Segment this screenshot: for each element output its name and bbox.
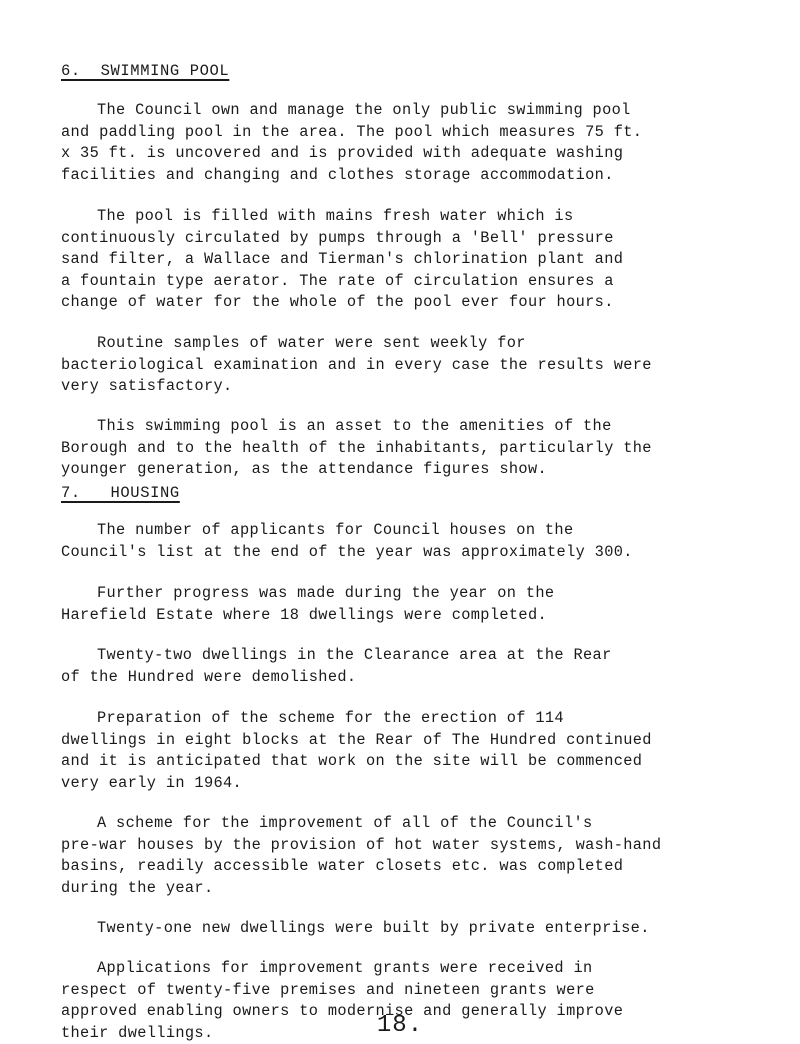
- text-line: their dwellings.: [61, 1023, 761, 1044]
- text-line: Further progress was made during the year on the: [61, 583, 761, 605]
- text-line: a fountain type aerator. The rate of circulation ensures a: [61, 271, 761, 293]
- section-heading-housing: 7. HOUSING: [61, 484, 180, 502]
- text-line: The number of applicants for Council houses on the: [61, 520, 761, 542]
- text-line: This swimming pool is an asset to the amenities of the: [61, 416, 761, 438]
- text-line: x 35 ft. is uncovered and is provided with adequate washing: [61, 143, 761, 165]
- paragraph-applicants: [61, 520, 761, 563]
- text-line: very satisfactory.: [61, 376, 761, 398]
- text-line: dwellings in eight blocks at the Rear of The Hundred continued: [61, 730, 761, 752]
- text-line: bacteriological examination and in every case the results were: [61, 355, 761, 377]
- paragraph-clearance-area: [61, 645, 761, 688]
- text-line: A scheme for the improvement of all of the Council's: [61, 813, 761, 835]
- text-line: Council's list at the end of the year was approximately 300.: [61, 542, 761, 564]
- text-line: Preparation of the scheme for the erection of 114: [61, 708, 761, 730]
- paragraph-pool-asset: [61, 416, 761, 481]
- text-line: pre-war houses by the provision of hot water systems, wash-hand: [61, 835, 761, 857]
- paragraph-scheme-114-dwellings: [61, 708, 761, 794]
- paragraph-improvement-scheme: [61, 813, 761, 899]
- text-line: and it is anticipated that work on the site will be commenced: [61, 751, 761, 773]
- text-line: Twenty-two dwellings in the Clearance area at the Rear: [61, 645, 761, 667]
- paragraph-pool-water: [61, 206, 761, 314]
- paragraph-harefield-estate: [61, 583, 761, 626]
- text-line: Routine samples of water were sent weekly for: [61, 333, 761, 355]
- text-line: approved enabling owners to modernise and generally improve: [61, 1001, 761, 1023]
- text-line: basins, readily accessible water closets etc. was completed: [61, 856, 761, 878]
- text-line: respect of twenty-five premises and nineteen grants were: [61, 980, 761, 1002]
- text-line: Applications for improvement grants were received in: [61, 958, 761, 980]
- text-line: continuously circulated by pumps through a 'Bell' pressure: [61, 228, 761, 250]
- paragraph-private-enterprise: [61, 918, 761, 940]
- text-line: Harefield Estate where 18 dwellings were completed.: [61, 605, 761, 627]
- text-line: facilities and changing and clothes storage accommodation.: [61, 165, 761, 187]
- text-line: younger generation, as the attendance figures show.: [61, 459, 761, 481]
- text-line: The Council own and manage the only public swimming pool: [61, 100, 761, 122]
- text-line: The pool is filled with mains fresh water which is: [61, 206, 761, 228]
- text-line: during the year.: [61, 878, 761, 900]
- page-number: 18.: [0, 1012, 800, 1039]
- text-line: and paddling pool in the area. The pool which measures 75 ft.: [61, 122, 761, 144]
- text-line: Borough and to the health of the inhabitants, particularly the: [61, 438, 761, 460]
- paragraph-water-samples: [61, 333, 761, 398]
- paragraph-pool-description: [61, 100, 761, 186]
- text-line: sand filter, a Wallace and Tierman's chlorination plant and: [61, 249, 761, 271]
- text-line: very early in 1964.: [61, 773, 761, 795]
- text-line: of the Hundred were demolished.: [61, 667, 761, 689]
- section-heading-swimming-pool: 6. SWIMMING POOL: [61, 62, 229, 80]
- text-line: Twenty-one new dwellings were built by private enterprise.: [61, 918, 761, 940]
- text-line: change of water for the whole of the pool ever four hours.: [61, 292, 761, 314]
